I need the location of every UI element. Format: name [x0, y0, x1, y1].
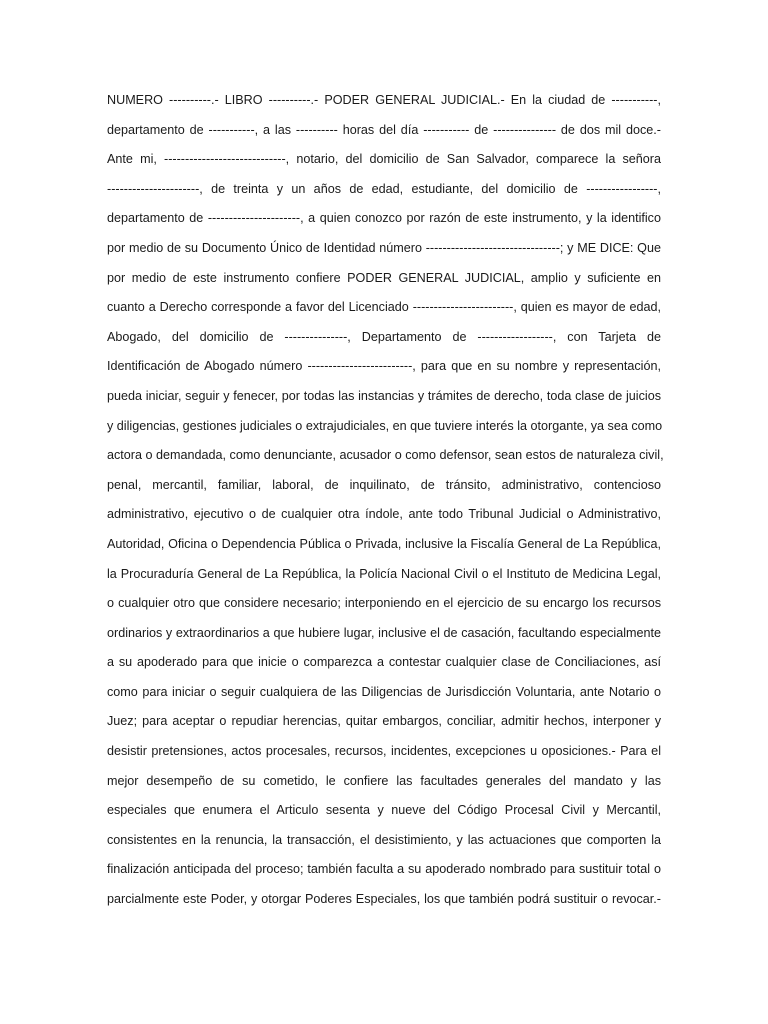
text-line: ordinarios y extraordinarios a que hubiere lugar, inclusive el de casación, facultando especialmente	[107, 625, 661, 640]
text-line: consistentes en la renuncia, la transacción, el desistimiento, y las actuaciones que comporten la	[107, 832, 661, 847]
text-line: o cualquier otro que considere necesario; interponiendo en el ejercicio de su encargo los recursos	[107, 596, 661, 611]
text-line: penal, mercantil, familiar, laboral, de inquilinato, de tránsito, administrativo, contencioso	[107, 477, 661, 492]
text-line: la Procuraduría General de La República, la Policía Nacional Civil o el Instituto de Medicina Legal,	[107, 566, 661, 581]
text-line: cuanto a Derecho corresponde a favor del Licenciado ------------------------, quien es mayor de edad,	[107, 300, 661, 315]
text-line: especiales que enumera el Articulo sesenta y nueve del Código Procesal Civil y Mercantil,	[107, 803, 661, 818]
text-line: desistir pretensiones, actos procesales, recursos, incidentes, excepciones u oposiciones.- Para el	[107, 744, 661, 759]
text-line: parcialmente este Poder, y otorgar Poderes Especiales, los que también podrá sustituir o revocar.-	[107, 892, 661, 907]
text-line: Abogado, del domicilio de ---------------, Departamento de ------------------, con Tarjeta de	[107, 329, 661, 344]
text-line: departamento de -----------, a las ---------- horas del día ----------- de --------------- de dos mil doce.-	[107, 122, 661, 137]
text-line: por medio de este instrumento confiere PODER GENERAL JUDICIAL, amplio y suficiente en	[107, 270, 661, 285]
text-line: pueda iniciar, seguir y fenecer, por todas las instancias y trámites de derecho, toda clase de juicios	[107, 388, 661, 403]
text-line: actora o demandada, como denunciante, acusador o como defensor, sean estos de naturaleza civil,	[107, 448, 664, 463]
text-line: por medio de su Documento Único de Identidad número --------------------------------; y ME DICE: Que	[107, 240, 661, 255]
text-line: finalización anticipada del proceso; también faculta a su apoderado nombrado para sustituir total o	[107, 862, 661, 877]
text-line: NUMERO ----------.- LIBRO ----------.- PODER GENERAL JUDICIAL.- En la ciudad de -----------,	[107, 93, 661, 107]
text-line: Ante mi, -----------------------------, notario, del domicilio de San Salvador, comparece la señora	[107, 152, 661, 167]
text-line: Identificación de Abogado número -------------------------, para que en su nombre y representación,	[107, 359, 661, 374]
text-line: y diligencias, gestiones judiciales o extrajudiciales, en que tuviere interés la otorgante, ya sea como	[107, 418, 663, 433]
text-line: a su apoderado para que inicie o comparezca a contestar cualquier clase de Conciliaciones, así	[107, 655, 661, 670]
text-line: Autoridad, Oficina o Dependencia Pública o Privada, inclusive la Fiscalía General de La República,	[107, 536, 661, 551]
text-line: departamento de ----------------------, a quien conozco por razón de este instrumento, y la identifico	[107, 211, 661, 226]
document-body	[107, 86, 664, 915]
text-line: como para iniciar o seguir cualquiera de las Diligencias de Jurisdicción Voluntaria, ante Notario o	[107, 684, 661, 699]
text-line: mejor desempeño de su cometido, le confiere las facultades generales del mandato y las	[107, 773, 661, 788]
text-line: administrativo, ejecutivo o de cualquier otra índole, ante todo Tribunal Judicial o Administrativo,	[107, 507, 661, 522]
text-line: Juez; para aceptar o repudiar herencias, quitar embargos, conciliar, admitir hechos, interponer y	[107, 714, 661, 729]
text-line: ----------------------, de treinta y un años de edad, estudiante, del domicilio de -----------------,	[107, 181, 661, 196]
